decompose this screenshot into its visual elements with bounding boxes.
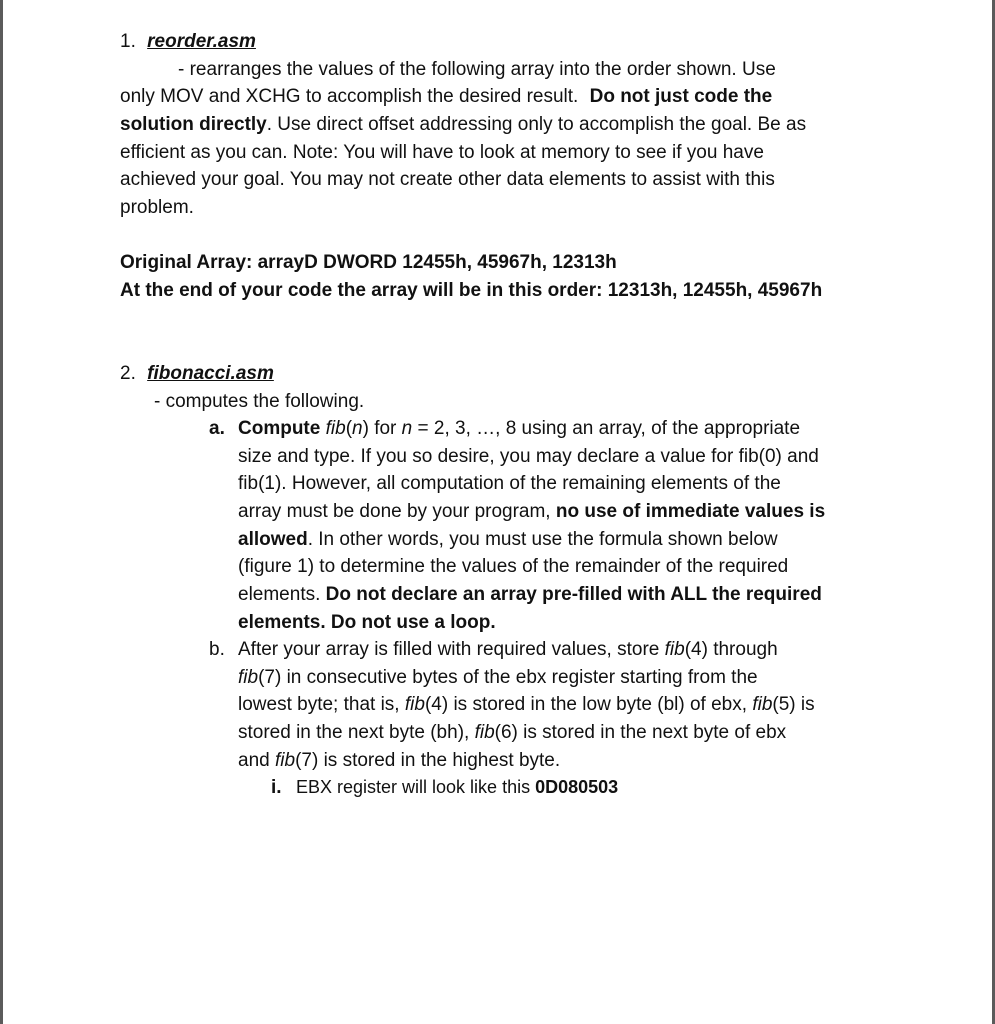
section1-line2 — [120, 83, 772, 111]
item-b-line3-fib1: fib — [404, 694, 425, 715]
item-a-rest: = 2, 3, …, 8 using an array, of the appropriate — [412, 418, 801, 439]
section1-line3-bold: solution directly — [120, 114, 267, 135]
item-a-line4-bold: no use of immediate values is — [555, 501, 826, 522]
item-a-marker: a. — [209, 418, 225, 439]
item-a-line6: (figure 1) to determine the values of the remainder of the required — [238, 556, 789, 577]
item-a-line4-text: array must be done by your program, — [238, 501, 551, 522]
item-a-line2: size and type. If you so desire, you may declare a value for fib(0) and — [238, 446, 819, 467]
item-a-n2: n — [401, 418, 413, 439]
section1-line1: - rearranges the values of the following array into the order shown. Use — [178, 59, 776, 80]
item-b-line2-text: (7) in consecutive bytes of the ebx register starting from the — [258, 667, 758, 688]
section1-line2-bold: Do not just code the — [589, 86, 773, 107]
item-a-line1 — [238, 415, 800, 443]
item-b-line1 — [238, 636, 778, 664]
item-a-line5-text: . In other words, you must use the formula shown below — [307, 529, 778, 550]
item-a-line5 — [238, 526, 778, 554]
item-b-line4 — [238, 719, 786, 747]
section2-title: fibonacci.asm — [147, 363, 274, 384]
item-b-line5 — [238, 747, 560, 775]
section2-intro: - computes the following. — [154, 391, 365, 412]
item-a-paren: ( — [345, 418, 353, 439]
item-a-line3: fib(1). However, all computation of the remaining elements of the — [238, 473, 781, 494]
section1-line6: problem. — [120, 197, 194, 218]
item-a-n: n — [352, 418, 363, 439]
item-a-line5-bold: allowed — [238, 529, 308, 550]
item-a-for: ) for — [362, 418, 402, 439]
item-b-line5-fib: fib — [274, 750, 296, 771]
item-b-line3-c: (5) is — [772, 694, 815, 715]
item-b-line2 — [238, 664, 758, 692]
item-i-marker: i. — [271, 777, 282, 798]
item-a-line7-bold: Do not declare an array pre-filled with ALL the required — [325, 584, 822, 605]
item-b-line4-fib: fib — [474, 722, 495, 743]
original-array-line: Original Array: arrayD DWORD 12455h, 45967h, 12313h — [120, 252, 617, 273]
section1-line3 — [120, 111, 806, 139]
item-b-line3-fib2: fib — [752, 694, 773, 715]
item-b-line3 — [238, 691, 815, 719]
section1-number: 1. — [120, 31, 136, 52]
item-a-line8: elements. Do not use a loop. — [238, 612, 496, 633]
item-b-line1-text: After your array is filled with required values, store — [238, 639, 665, 660]
item-i-line — [296, 774, 618, 802]
item-b-line5-b: (7) is stored in the highest byte. — [295, 750, 561, 771]
section1-line3-text: . Use direct offset addressing only to accomplish the goal. Be as — [266, 114, 807, 135]
item-a-line4 — [238, 498, 825, 526]
item-a-compute-bold: Compute — [238, 418, 321, 439]
item-b-line2-fib: fib — [238, 667, 259, 688]
item-b-line5-a: and — [238, 750, 275, 771]
section1-line5: achieved your goal. You may not create other data elements to assist with this — [120, 169, 775, 190]
section1-title: reorder.asm — [147, 31, 256, 52]
section1-line4: efficient as you can. Note: You will have to look at memory to see if you have — [120, 142, 764, 163]
end-order-line: At the end of your code the array will be in this order: 12313h, 12455h, 45967h — [120, 280, 823, 301]
section1-heading — [120, 28, 256, 56]
section1-line2-text: only MOV and XCHG to accomplish the desired result. — [120, 86, 579, 107]
section2-heading — [120, 360, 274, 388]
item-a-fib: fib — [325, 418, 346, 439]
ebx-value: 0D080503 — [535, 777, 619, 797]
item-b-marker: b. — [209, 639, 225, 660]
item-b-line4-a: stored in the next byte (bh), — [238, 722, 475, 743]
item-i-text: EBX register will look like this — [296, 777, 536, 797]
item-b-line4-b: (6) is stored in the next byte of ebx — [494, 722, 787, 743]
item-b-line1-rest: (4) through — [684, 639, 778, 660]
item-a-line7 — [238, 581, 822, 609]
item-a-line7-text: elements. — [238, 584, 321, 605]
item-b-line3-a: lowest byte; that is, — [238, 694, 405, 715]
section2-number: 2. — [120, 363, 136, 384]
item-b-line1-fib: fib — [664, 639, 685, 660]
item-b-line3-b: (4) is stored in the low byte (bl) of ebx, — [424, 694, 753, 715]
